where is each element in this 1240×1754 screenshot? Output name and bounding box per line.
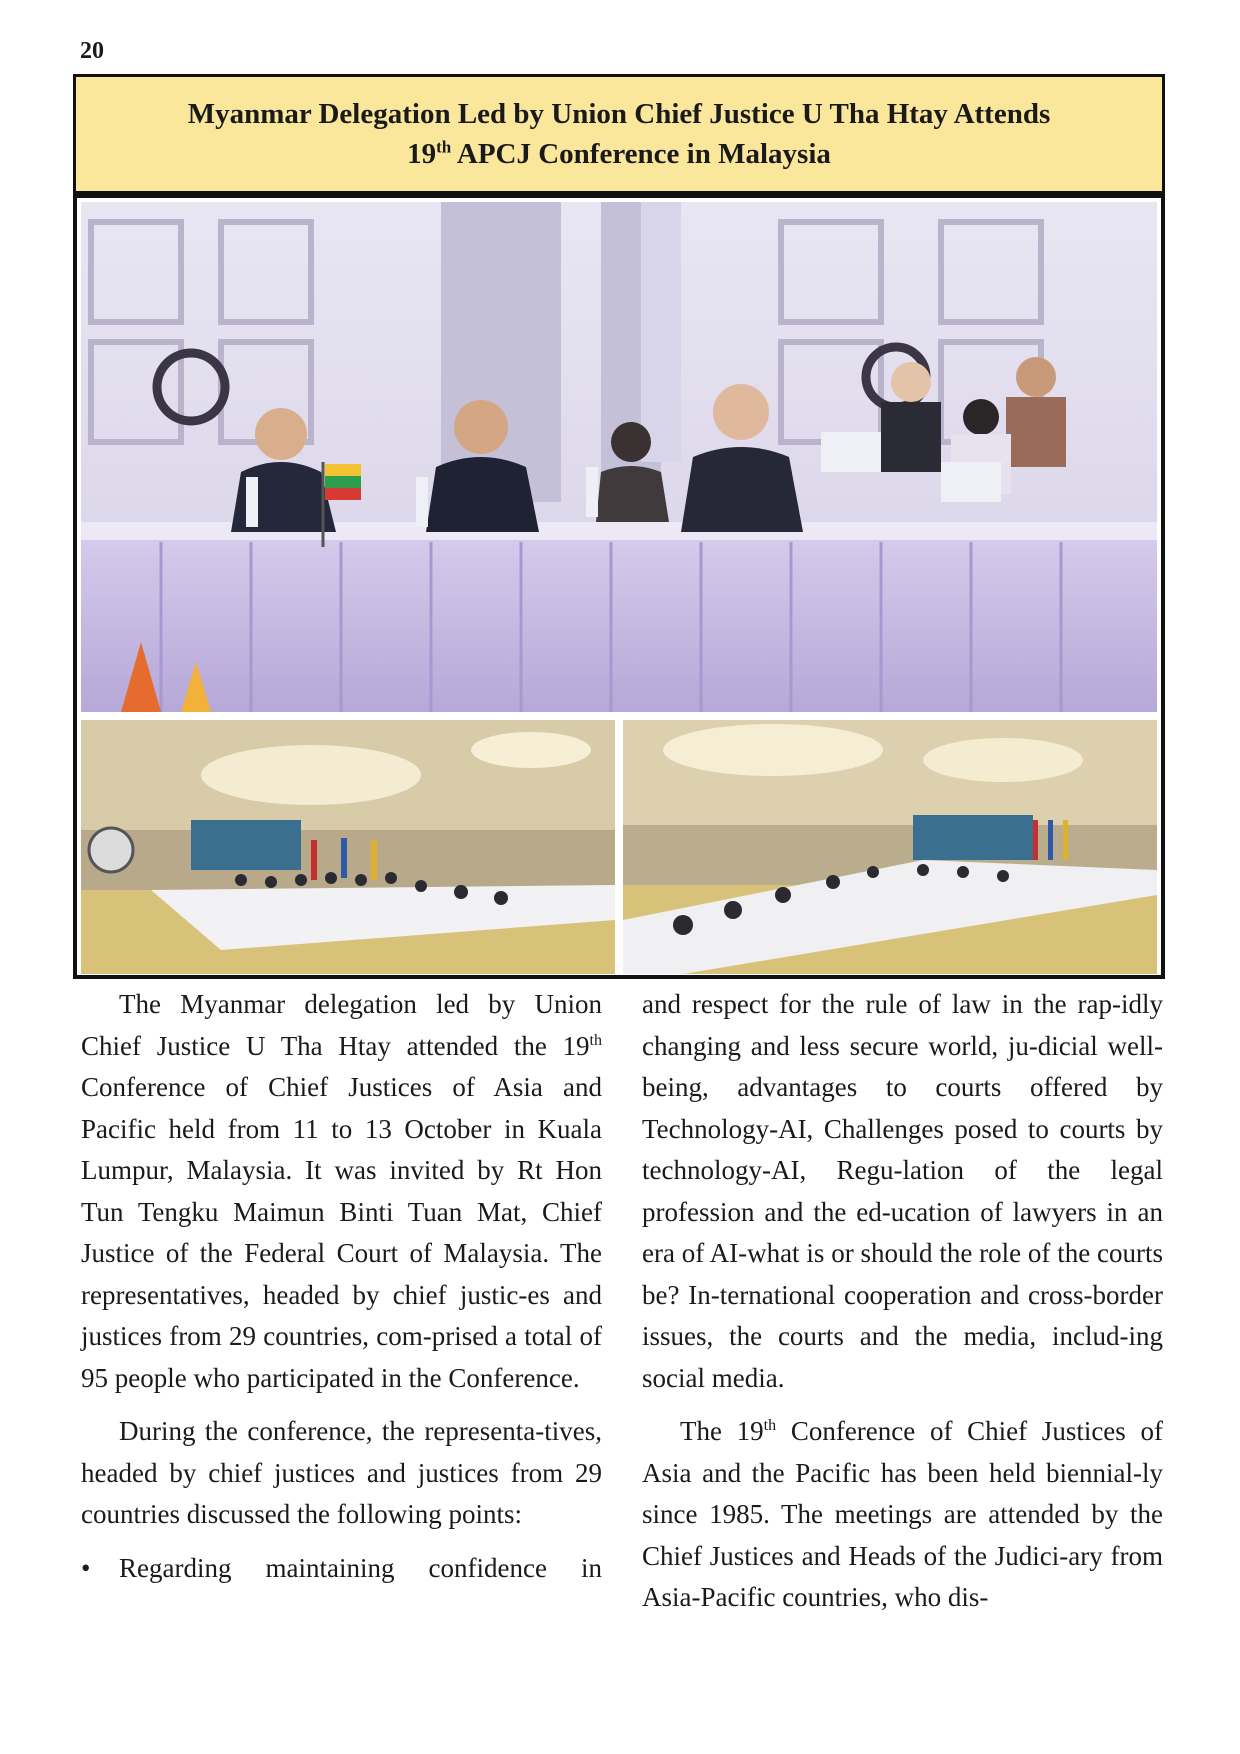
photo-collage: [73, 194, 1165, 979]
article-title-box: [73, 74, 1165, 194]
bullet-item: [81, 1548, 602, 1590]
article-title-line-2: [407, 134, 831, 174]
paragraph-4-text-b: Conference of Chief Justices of Asia and the Pacific has been held biennial-ly since 1985. The meetings are attended by the Chief Justices and Heads of the Judici-ary from Asia-Pacific countries, who dis-: [642, 1416, 1163, 1612]
bullet-icon: •: [81, 1552, 91, 1583]
title-line-2-rest: APCJ Conference in Malaysia: [451, 138, 831, 170]
conference-hall-photo-left: [81, 720, 615, 974]
paragraph-2: During the conference, the representa-tives, headed by chief justices and justices from 29 countries discussed the following points:: [81, 1416, 602, 1529]
ordinal-suffix: th: [763, 1417, 777, 1434]
paragraph-1-text-a: The Myanmar delegation led by Union Chief Justice U Tha Htay attended the 19: [81, 989, 602, 1061]
paragraph-1: [81, 984, 602, 1399]
paragraph-3: and respect for the rule of law in the rap-idly changing and less secure world, ju-dicial well-being, advantages to courts offered by Technology-AI, Challenges posed to courts by technology-AI, Regu-lation of the legal profession and the ed-ucation of lawyers in an era of AI-what is or should the role of the courts be? In-ternational cooperation and cross-border issues, the courts and the media, includ-ing social media.: [642, 989, 1163, 1393]
bullet-text: Regarding maintaining confidence in: [119, 1552, 602, 1583]
ordinal-suffix: th: [589, 1031, 602, 1049]
title-ordinal-suffix: th: [436, 137, 452, 157]
article-column-right: [642, 984, 1163, 1619]
article-title-line-1: Myanmar Delegation Led by Union Chief Justice U Tha Htay Attends: [187, 98, 1051, 130]
paragraph-1-text-b: Conference of Chief Justices of Asia and Pacific held from 11 to 13 October in Kuala Lumpur, Malaysia. It was invited by Rt Hon Tun Tengku Maimun Binti Tuan Mat, Chief Justice of the Federal Court of Malaysia. The representatives, headed by chief justic-es and justices from 29 countries, com-prised a total of 95 people who participated in the Conference.: [81, 1072, 602, 1393]
article-column-left: [81, 984, 602, 1589]
paragraph-4-text-a: The 19: [680, 1416, 764, 1446]
title-ordinal-number: 19: [407, 138, 437, 170]
conference-hall-photo-right: [623, 720, 1157, 974]
conference-delegates-photo: [81, 202, 1157, 712]
page-number: 20: [80, 38, 104, 64]
paragraph-4: [642, 1411, 1163, 1619]
